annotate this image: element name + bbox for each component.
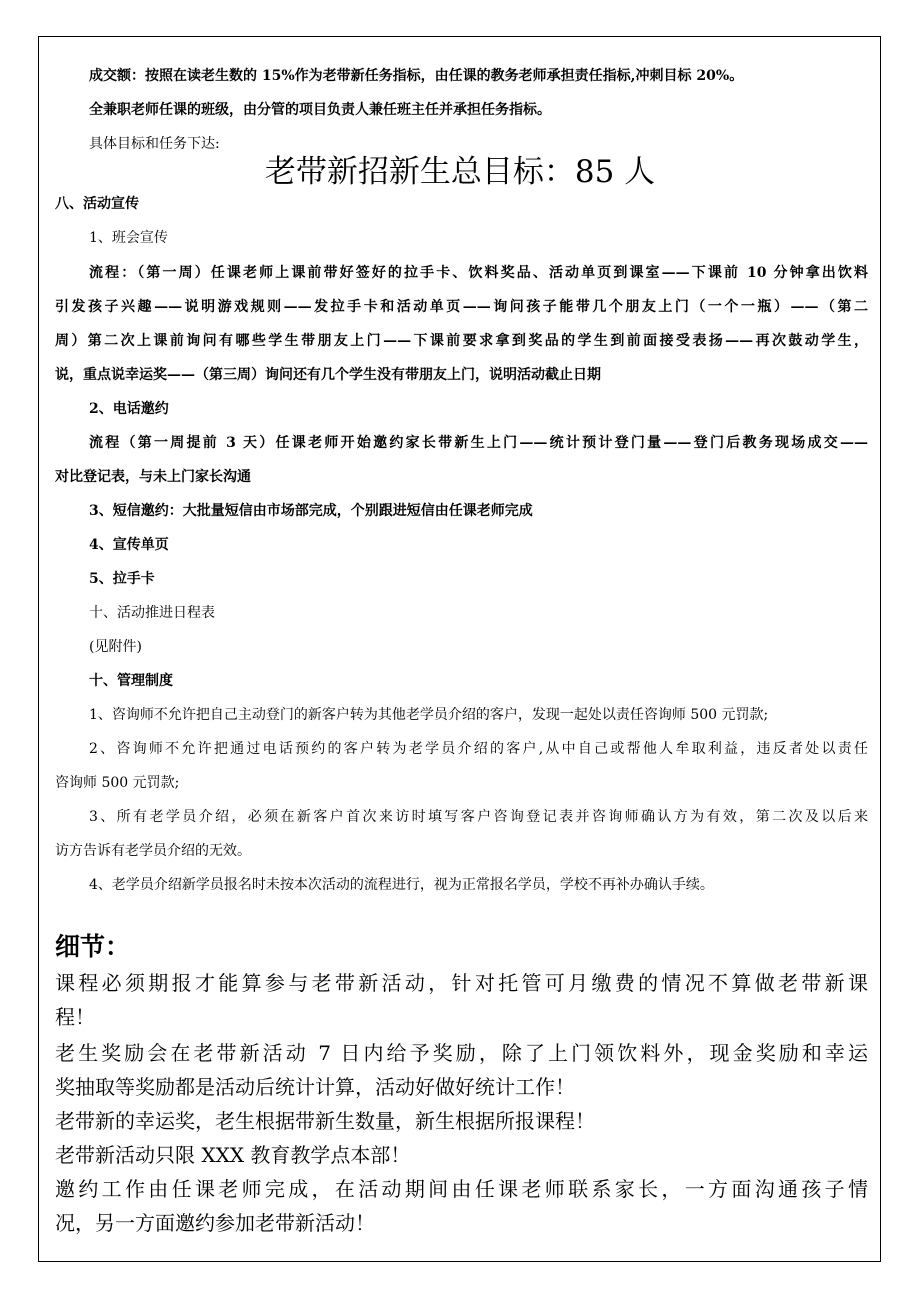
- rule-2-line-2: 咨询师 500 元罚款;: [55, 775, 180, 791]
- intro-line-targets: 具体目标和任务下达:: [89, 136, 220, 152]
- section-10-rules-title: 十、管理制度: [89, 673, 173, 689]
- detail-line-6: 老带新活动只限 XXX 教育教学点本部！: [55, 1143, 411, 1167]
- intro-line-transaction: 成交额：按照在读老生数的 15%作为老带新任务指标，由任课的教务老师承担责任指标,冲刺目标 20%。: [89, 68, 744, 84]
- item-1-flow-line-3: 周）第二次上课前询问有哪些学生带朋友上门——下课前要求拿到奖品的学生到前面接受表扬——再次鼓动学生，: [55, 333, 868, 349]
- section-10-schedule-title: 十、活动推进日程表: [89, 605, 215, 621]
- detail-line-1: 课程必须期报才能算参与老带新活动，针对托管可月缴费的情况不算做老带新课: [55, 971, 868, 995]
- item-1-flow-line-1: 流程：（第一周）任课老师上课前带好签好的拉手卡、饮料奖品、活动单页到课室——下课前 10 分钟拿出饮料: [89, 265, 868, 281]
- goal-heading: 老带新招新生总目标：85 人: [264, 154, 656, 190]
- item-1-flow-line-4: 说，重点说幸运奖——（第三周）询问还有几个学生没有带朋友上门，说明活动截止日期: [55, 367, 601, 383]
- item-1-flow-line-2: 引发孩子兴趣——说明游戏规则——发拉手卡和活动单页——询问孩子能带几个朋友上门（一个一瓶）——（第二: [55, 299, 868, 315]
- rule-3-line-1: 3、所有老学员介绍，必须在新客户首次来访时填写客户咨询登记表并咨询师确认方为有效，第二次及以后来: [89, 809, 868, 825]
- item-5-card: 5、拉手卡: [89, 571, 155, 587]
- rule-3-line-2: 访方告诉有老学员介绍的无效。: [55, 843, 251, 859]
- detail-line-2: 程！: [55, 1005, 95, 1029]
- section-8-title: 八、活动宣传: [55, 196, 139, 212]
- details-heading: 细节：: [55, 932, 131, 961]
- detail-line-4: 奖抽取等奖励都是活动后统计计算，活动好做好统计工作！: [55, 1075, 575, 1099]
- item-1-title: 1、班会宣传: [89, 230, 168, 246]
- item-4-flyer: 4、宣传单页: [89, 537, 169, 553]
- detail-line-7: 邀约工作由任课老师完成，在活动期间由任课老师联系家长，一方面沟通孩子情: [55, 1177, 868, 1201]
- item-2-flow-line-1: 流程（第一周提前 3 天）任课老师开始邀约家长带新生上门——统计预计登门量——登门后教务现场成交——: [89, 435, 868, 451]
- intro-line-part-time: 全兼职老师任课的班级，由分管的项目负责人兼任班主任并承担任务指标。: [89, 102, 551, 118]
- item-2-title: 2、电话邀约: [89, 401, 169, 417]
- item-3-sms: 3、短信邀约：大批量短信由市场部完成，个别跟进短信由任课老师完成: [89, 503, 533, 519]
- item-2-flow-line-2: 对比登记表，与未上门家长沟通: [55, 469, 251, 485]
- rule-4: 4、老学员介绍新学员报名时未按本次活动的流程进行，视为正常报名学员，学校不再补办确认手续。: [89, 877, 714, 893]
- detail-line-3: 老生奖励会在老带新活动 7 日内给予奖励，除了上门领饮料外，现金奖励和幸运: [55, 1041, 868, 1065]
- attachment-note: (见附件): [89, 639, 142, 655]
- detail-line-5: 老带新的幸运奖，老生根据带新生数量，新生根据所报课程！: [55, 1109, 595, 1133]
- rule-1: 1、咨询师不允许把自己主动登门的新客户转为其他老学员介绍的客户，发现一起处以责任咨询师 500 元罚款;: [89, 707, 769, 723]
- rule-2-line-1: 2、咨询师不允许把通过电话预约的客户转为老学员介绍的客户,从中自己或帮他人牟取利益，违反者处以责任: [89, 741, 868, 757]
- detail-line-8: 况，另一方面邀约参加老带新活动！: [55, 1211, 375, 1235]
